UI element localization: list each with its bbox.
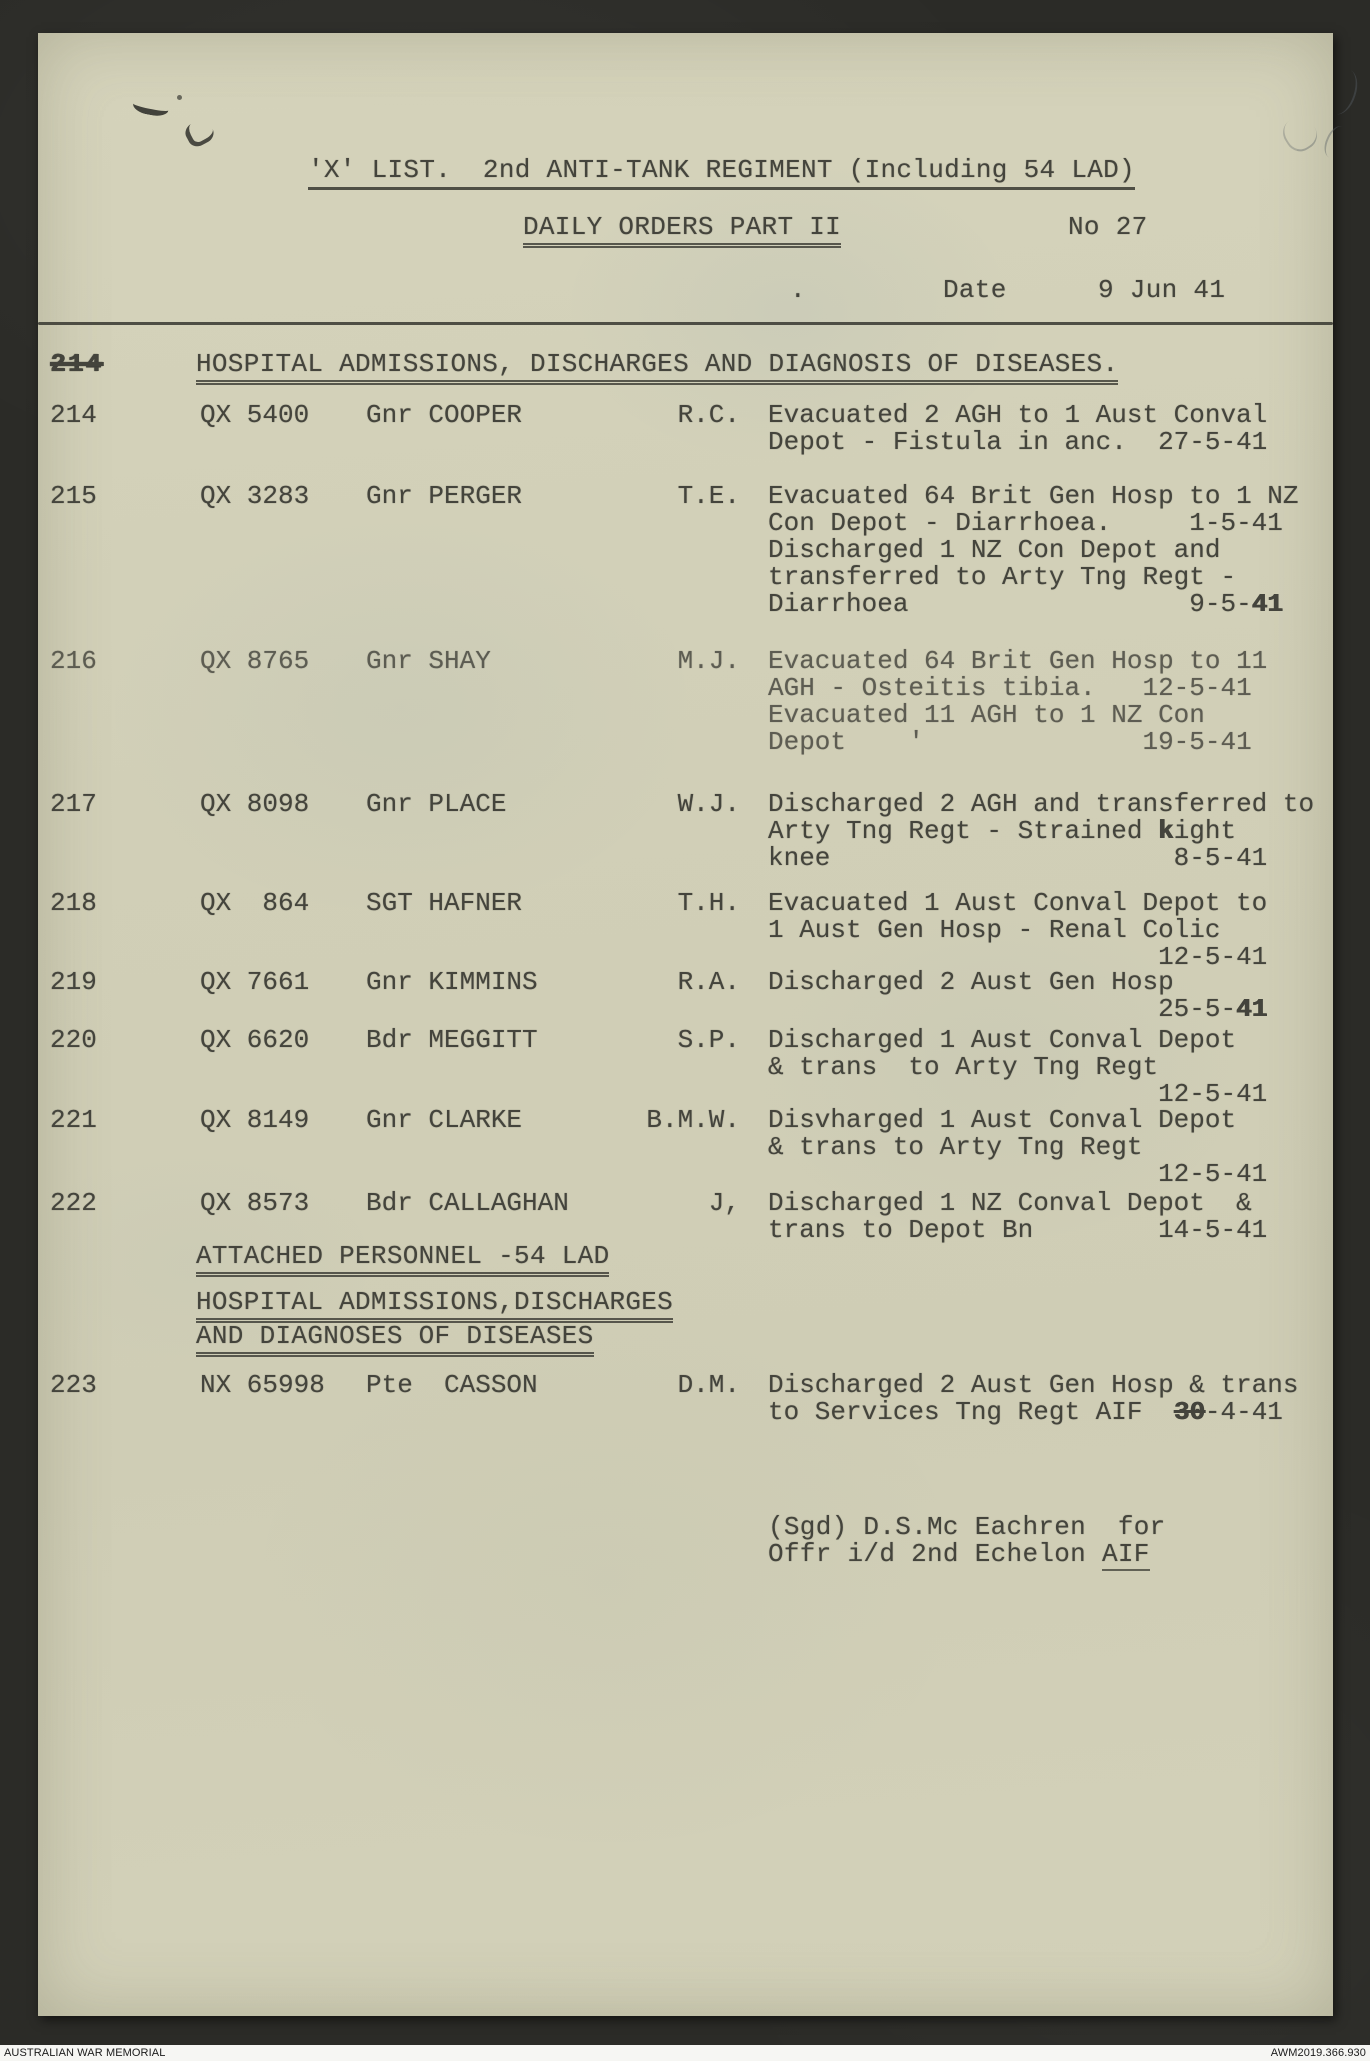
description-line: AGH - Osteitis tibia. 12-5-41	[768, 673, 1252, 703]
description-line: Con Depot - Diarrhoea. 1-5-41	[768, 508, 1283, 538]
description-line: Discharged 2 Aust Gen Hosp & trans	[768, 1370, 1299, 1400]
description-line: 12-5-41	[768, 1079, 1268, 1109]
overtyped-text: 41	[1251, 589, 1283, 619]
entry-description	[768, 890, 1333, 971]
overtyped-text: 30	[1173, 1397, 1205, 1427]
description-line: & trans to Arty Tng Regt	[768, 1132, 1143, 1162]
stray-period: .	[790, 275, 806, 305]
entry-number: 217	[50, 789, 97, 819]
rank-and-surname: Gnr KIMMINS	[366, 967, 538, 997]
initials: T.E.	[677, 481, 740, 511]
description-line: Discharged 2 Aust Gen Hosp	[768, 967, 1174, 997]
service-number: QX 8098	[200, 789, 310, 819]
entry-number: 215	[50, 481, 97, 511]
entry-description	[768, 1190, 1333, 1244]
initials: W.J.	[677, 789, 740, 819]
description-line: 12-5-41	[768, 1159, 1268, 1189]
rank-and-surname: Gnr COOPER	[366, 400, 523, 430]
archive-footer-right: AWM2019.366.930	[1270, 2047, 1366, 2059]
entry-number: 216	[50, 646, 97, 676]
entry-description	[768, 791, 1333, 872]
document-subtitle: DAILY ORDERS PART II	[523, 214, 841, 248]
document-title: 'X' LIST. 2nd ANTI-TANK REGIMENT (Including 54 LAD)	[308, 157, 1135, 190]
description-line: Discharged 1 Aust Conval Depot	[768, 1025, 1237, 1055]
pencil-mark	[1324, 66, 1363, 118]
description-line: Evacuated 11 AGH to 1 NZ Con	[768, 700, 1205, 730]
entry-description	[768, 1107, 1333, 1188]
description-line: Depot ' 19-5-41	[768, 727, 1252, 757]
service-number: QX 7661	[200, 967, 310, 997]
service-number: QX 6620	[200, 1025, 310, 1055]
entry-description	[768, 648, 1333, 756]
rank-and-surname: Gnr CLARKE	[366, 1105, 523, 1135]
initials: R.C.	[677, 400, 740, 430]
rank-and-surname: Bdr MEGGITT	[366, 1025, 538, 1055]
description-line: Discharged 1 NZ Con Depot and	[768, 535, 1221, 565]
attached-section-heading-line1: HOSPITAL ADMISSIONS,DISCHARGES	[196, 1289, 673, 1323]
description-line: Arty Tng Regt - Strained kight	[768, 816, 1237, 846]
description-line: Discharged 2 AGH and transferred to	[768, 789, 1315, 819]
section-heading: HOSPITAL ADMISSIONS, DISCHARGES AND DIAGNOSIS OF DISEASES.	[196, 351, 1118, 385]
initials: D.M.	[677, 1370, 740, 1400]
ink-mark	[182, 116, 217, 150]
service-number: QX 8573	[200, 1188, 310, 1218]
entry-description	[768, 1372, 1333, 1426]
order-number: No 27	[1068, 212, 1148, 242]
entry-number: 219	[50, 967, 97, 997]
rank-and-surname: Gnr SHAY	[366, 646, 491, 676]
service-number: QX 864	[200, 888, 310, 918]
description-line: Diarrhoea 9-5-41	[768, 589, 1283, 619]
description-line: Evacuated 64 Brit Gen Hosp to 1 NZ	[768, 481, 1299, 511]
rank-and-surname: Bdr CALLAGHAN	[366, 1188, 569, 1218]
initials: J,	[708, 1188, 740, 1218]
initials: B.M.W.	[646, 1105, 740, 1135]
overtyped-text: 41	[1236, 994, 1268, 1024]
entry-number: 221	[50, 1105, 97, 1135]
struck-entry-number: 214	[50, 349, 103, 379]
date-value: 9 Jun 41	[1098, 275, 1226, 305]
rank-and-surname: Pte CASSON	[366, 1370, 538, 1400]
entry-description	[768, 969, 1333, 1023]
description-line: & trans to Arty Tng Regt	[768, 1052, 1159, 1082]
service-number: QX 5400	[200, 400, 310, 430]
initials: T.H.	[677, 888, 740, 918]
attached-section-heading-line2: AND DIAGNOSES OF DISEASES	[196, 1323, 594, 1357]
rank-and-surname: Gnr PLACE	[366, 789, 507, 819]
overtyped-text: k	[1158, 816, 1174, 846]
ink-mark	[132, 94, 171, 119]
archive-footer-bar	[0, 2045, 1370, 2061]
description-line: 1 Aust Gen Hosp - Renal Colic	[768, 915, 1221, 945]
description-line: Discharged 1 NZ Conval Depot &	[768, 1188, 1252, 1218]
description-line: trans to Depot Bn 14-5-41	[768, 1215, 1268, 1245]
document-page	[38, 33, 1333, 2016]
entry-number: 220	[50, 1025, 97, 1055]
initials: M.J.	[677, 646, 740, 676]
initials: S.P.	[677, 1025, 740, 1055]
description-line: Evacuated 1 Aust Conval Depot to	[768, 888, 1268, 918]
description-line: Evacuated 2 AGH to 1 Aust Conval	[768, 400, 1268, 430]
rank-and-surname: SGT HAFNER	[366, 888, 523, 918]
pencil-mark	[1320, 122, 1352, 161]
archive-footer-left: AUSTRALIAN WAR MEMORIAL	[4, 2047, 166, 2059]
divider-line	[38, 322, 1333, 325]
signature-line2-text: Offr i/d 2nd Echelon	[768, 1539, 1102, 1569]
rank-and-surname: Gnr PERGER	[366, 481, 523, 511]
service-number: QX 8149	[200, 1105, 310, 1135]
description-line: to Services Tng Regt AIF 30-4-41	[768, 1397, 1283, 1427]
ink-mark	[177, 95, 182, 100]
entry-number: 214	[50, 400, 97, 430]
signature-line2	[768, 1541, 1150, 1568]
entry-number: 222	[50, 1188, 97, 1218]
attached-personnel-heading: ATTACHED PERSONNEL -54 LAD	[196, 1243, 609, 1277]
entry-number: 223	[50, 1370, 97, 1400]
entry-number: 218	[50, 888, 97, 918]
service-number: NX 65998	[200, 1370, 325, 1400]
description-line: knee 8-5-41	[768, 843, 1268, 873]
description-line: transferred to Arty Tng Regt -	[768, 562, 1237, 592]
description-line: Depot - Fistula in anc. 27-5-41	[768, 427, 1268, 457]
entry-description	[768, 1027, 1333, 1108]
description-line: 12-5-41	[768, 942, 1268, 972]
initials: R.A.	[677, 967, 740, 997]
entry-description	[768, 402, 1333, 456]
description-line: 25-5-41	[768, 994, 1268, 1024]
service-number: QX 8765	[200, 646, 310, 676]
pencil-mark	[1277, 111, 1322, 157]
service-number: QX 3283	[200, 481, 310, 511]
signature-line2-underlined: AIF	[1101, 1539, 1150, 1569]
description-line: Disvharged 1 Aust Conval Depot	[768, 1105, 1237, 1135]
signature-line1: (Sgd) D.S.Mc Eachren for	[768, 1512, 1166, 1542]
entry-description	[768, 483, 1333, 618]
description-line: Evacuated 64 Brit Gen Hosp to 11	[768, 646, 1268, 676]
date-label: Date	[943, 275, 1007, 305]
